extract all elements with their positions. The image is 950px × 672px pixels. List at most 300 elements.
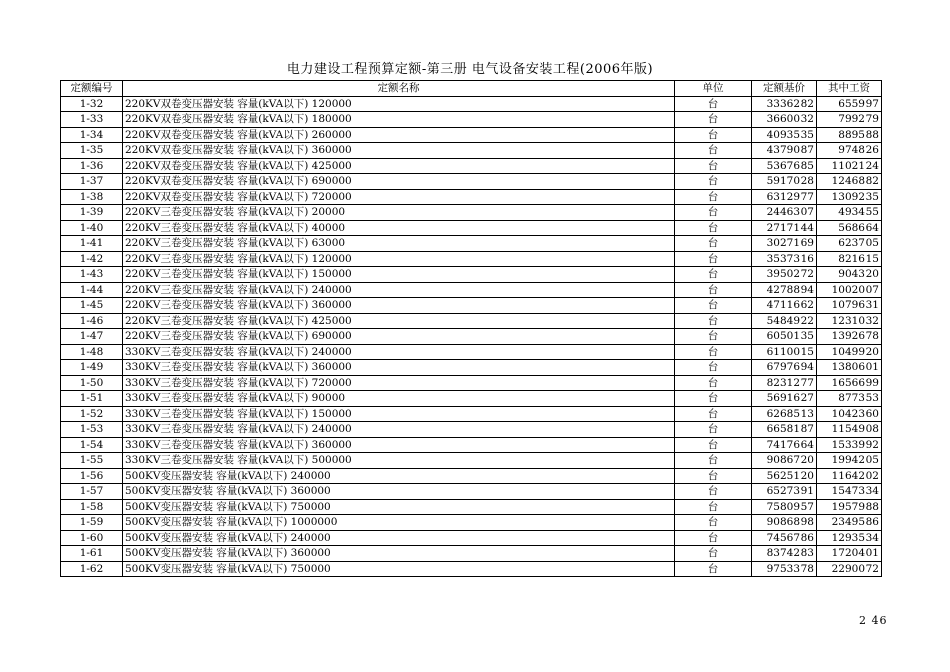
base-price-decimal: 15 (800, 345, 814, 358)
table-row (61, 313, 882, 329)
base-price-integer: 36600 (766, 113, 800, 126)
labor-cost-integer: 8895 (838, 128, 865, 141)
cell-unit: 台 (675, 453, 752, 469)
cell-code: 1-55 (61, 453, 123, 469)
cell-name: 220KV双卷变压器安装 容量(kVA以下) 260000 (123, 127, 675, 143)
base-price-integer: 74567 (766, 531, 800, 544)
table-row (61, 530, 882, 546)
labor-cost-integer: 15339 (831, 438, 865, 451)
cell-base-price (752, 530, 817, 546)
cell-unit: 台 (675, 406, 752, 422)
cell-unit: 台 (675, 251, 752, 267)
base-price-integer: 97533 (766, 562, 800, 575)
cell-name: 220KV三卷变压器安装 容量(kVA以下) 40000 (123, 220, 675, 236)
base-price-decimal: 78 (800, 562, 814, 575)
cell-base-price (752, 189, 817, 205)
table-row (61, 546, 882, 562)
labor-cost-integer: 8773 (838, 392, 865, 405)
base-price-decimal: 94 (800, 283, 814, 296)
cell-code: 1-39 (61, 205, 123, 221)
cell-labor-cost (817, 189, 882, 205)
table-row (61, 267, 882, 283)
base-price-integer: 35373 (766, 252, 800, 265)
labor-cost-decimal: 34 (865, 531, 879, 544)
cell-name: 220KV三卷变压器安装 容量(kVA以下) 690000 (123, 329, 675, 345)
labor-cost-integer: 4934 (838, 206, 865, 219)
base-price-decimal: 87 (800, 144, 814, 157)
labor-cost-decimal: 01 (865, 547, 879, 560)
labor-cost-decimal: 31 (865, 299, 879, 312)
labor-cost-decimal: 05 (865, 237, 879, 250)
base-price-decimal: 32 (800, 113, 814, 126)
cell-code: 1-51 (61, 391, 123, 407)
base-price-integer: 82312 (766, 376, 800, 389)
cell-labor-cost (817, 236, 882, 252)
base-price-decimal: 57 (800, 500, 814, 513)
base-price-decimal: 87 (800, 423, 814, 436)
cell-labor-cost (817, 406, 882, 422)
cell-labor-cost (817, 96, 882, 112)
base-price-decimal: 35 (800, 330, 814, 343)
labor-cost-integer: 13926 (831, 330, 865, 343)
labor-cost-integer: 8216 (838, 252, 865, 265)
cell-unit: 台 (675, 220, 752, 236)
base-price-integer: 63129 (766, 190, 800, 203)
labor-cost-integer: 5686 (838, 221, 865, 234)
labor-cost-decimal: 88 (865, 500, 879, 513)
cell-unit: 台 (675, 344, 752, 360)
cell-unit: 台 (675, 515, 752, 531)
cell-labor-cost (817, 437, 882, 453)
cell-code: 1-35 (61, 143, 123, 159)
labor-cost-decimal: 07 (865, 283, 879, 296)
base-price-decimal: 20 (800, 469, 814, 482)
cell-labor-cost (817, 484, 882, 500)
cell-name: 500KV变压器安装 容量(kVA以下) 750000 (123, 499, 675, 515)
cell-base-price (752, 561, 817, 577)
table-row (61, 375, 882, 391)
labor-cost-integer: 11642 (831, 469, 865, 482)
base-price-integer: 59170 (766, 175, 800, 188)
table-row (61, 282, 882, 298)
base-price-integer: 65273 (766, 485, 800, 498)
labor-cost-integer: 11021 (831, 159, 865, 172)
cell-name: 220KV三卷变压器安装 容量(kVA以下) 425000 (123, 313, 675, 329)
labor-cost-decimal: 72 (865, 562, 879, 575)
labor-cost-decimal: 02 (865, 469, 879, 482)
header-labor-cost: 其中工资 (817, 81, 882, 97)
cell-base-price (752, 422, 817, 438)
labor-cost-decimal: 60 (865, 407, 879, 420)
base-price-integer: 60501 (766, 330, 800, 343)
cell-base-price (752, 313, 817, 329)
cell-name: 220KV双卷变压器安装 容量(kVA以下) 425000 (123, 158, 675, 174)
cell-unit: 台 (675, 484, 752, 500)
labor-cost-decimal: 08 (865, 423, 879, 436)
base-price-decimal: 28 (800, 175, 814, 188)
cell-unit: 台 (675, 205, 752, 221)
table-row (61, 360, 882, 376)
cell-unit: 台 (675, 329, 752, 345)
cell-labor-cost (817, 422, 882, 438)
cell-unit: 台 (675, 313, 752, 329)
cell-name: 330KV三卷变压器安装 容量(kVA以下) 720000 (123, 375, 675, 391)
cell-name: 330KV三卷变压器安装 容量(kVA以下) 500000 (123, 453, 675, 469)
cell-name: 220KV三卷变压器安装 容量(kVA以下) 360000 (123, 298, 675, 314)
cell-code: 1-43 (61, 267, 123, 283)
cell-base-price (752, 158, 817, 174)
cell-unit: 台 (675, 375, 752, 391)
labor-cost-decimal: 64 (865, 221, 879, 234)
cell-unit: 台 (675, 499, 752, 515)
cell-base-price (752, 515, 817, 531)
table-row (61, 205, 882, 221)
cell-labor-cost (817, 375, 882, 391)
base-price-decimal: 16 (800, 252, 814, 265)
base-price-decimal: 13 (800, 407, 814, 420)
cell-unit: 台 (675, 546, 752, 562)
cell-base-price (752, 406, 817, 422)
cell-labor-cost (817, 313, 882, 329)
table-row (61, 236, 882, 252)
cell-labor-cost (817, 530, 882, 546)
base-price-integer: 43790 (766, 144, 800, 157)
labor-cost-integer: 16566 (831, 376, 865, 389)
cell-name: 220KV双卷变压器安装 容量(kVA以下) 360000 (123, 143, 675, 159)
base-price-integer: 27171 (766, 221, 800, 234)
table-row (61, 174, 882, 190)
labor-cost-decimal: 01 (865, 361, 879, 374)
cell-unit: 台 (675, 158, 752, 174)
labor-cost-integer: 10020 (831, 283, 865, 296)
cell-name: 220KV三卷变压器安装 容量(kVA以下) 120000 (123, 251, 675, 267)
cell-base-price (752, 205, 817, 221)
cell-name: 220KV双卷变压器安装 容量(kVA以下) 690000 (123, 174, 675, 190)
labor-cost-integer: 7992 (838, 113, 865, 126)
table-row (61, 189, 882, 205)
base-price-decimal: 62 (800, 299, 814, 312)
cell-base-price (752, 282, 817, 298)
cell-base-price (752, 546, 817, 562)
base-price-integer: 24463 (766, 206, 800, 219)
cell-name: 330KV三卷变压器安装 容量(kVA以下) 150000 (123, 406, 675, 422)
base-price-integer: 30271 (766, 237, 800, 250)
cell-code: 1-38 (61, 189, 123, 205)
cell-name: 500KV变压器安装 容量(kVA以下) 750000 (123, 561, 675, 577)
labor-cost-decimal: 35 (865, 190, 879, 203)
base-price-integer: 42788 (766, 283, 800, 296)
cell-labor-cost (817, 298, 882, 314)
base-price-decimal: 77 (800, 376, 814, 389)
base-price-decimal: 35 (800, 128, 814, 141)
cell-base-price (752, 236, 817, 252)
cell-name: 500KV变压器安装 容量(kVA以下) 240000 (123, 468, 675, 484)
labor-cost-integer: 13092 (831, 190, 865, 203)
table-row (61, 515, 882, 531)
cell-labor-cost (817, 453, 882, 469)
cell-code: 1-37 (61, 174, 123, 190)
base-price-integer: 33362 (766, 97, 800, 110)
cell-labor-cost (817, 112, 882, 128)
table-header-row (61, 81, 882, 97)
cell-unit: 台 (675, 112, 752, 128)
table-body (61, 96, 882, 577)
labor-cost-decimal: 79 (865, 113, 879, 126)
cell-base-price (752, 453, 817, 469)
cell-labor-cost (817, 127, 882, 143)
table-row (61, 329, 882, 345)
cell-base-price (752, 437, 817, 453)
cell-code: 1-36 (61, 158, 123, 174)
base-price-integer: 62685 (766, 407, 800, 420)
labor-cost-decimal: 97 (865, 97, 879, 110)
cell-code: 1-54 (61, 437, 123, 453)
base-price-integer: 54849 (766, 314, 800, 327)
labor-cost-integer: 17204 (831, 547, 865, 560)
labor-cost-integer: 12310 (831, 314, 865, 327)
cell-code: 1-53 (61, 422, 123, 438)
cell-unit: 台 (675, 282, 752, 298)
labor-cost-decimal: 78 (865, 330, 879, 343)
cell-unit: 台 (675, 561, 752, 577)
base-price-decimal: 44 (800, 221, 814, 234)
table-row (61, 127, 882, 143)
cell-base-price (752, 267, 817, 283)
table-row (61, 158, 882, 174)
labor-cost-decimal: 92 (865, 438, 879, 451)
table-row (61, 484, 882, 500)
base-price-decimal: 98 (800, 516, 814, 529)
base-price-decimal: 91 (800, 485, 814, 498)
cell-base-price (752, 143, 817, 159)
labor-cost-integer: 6559 (838, 97, 865, 110)
cell-code: 1-46 (61, 313, 123, 329)
cell-labor-cost (817, 499, 882, 515)
base-price-decimal: 72 (800, 268, 814, 281)
labor-cost-integer: 22900 (831, 562, 865, 575)
cell-unit: 台 (675, 127, 752, 143)
cell-base-price (752, 298, 817, 314)
labor-cost-decimal: 20 (865, 345, 879, 358)
cell-name: 330KV三卷变压器安装 容量(kVA以下) 360000 (123, 360, 675, 376)
cell-base-price (752, 391, 817, 407)
cell-name: 220KV双卷变压器安装 容量(kVA以下) 720000 (123, 189, 675, 205)
table-row (61, 143, 882, 159)
base-price-integer: 61100 (766, 345, 800, 358)
cell-unit: 台 (675, 189, 752, 205)
cell-code: 1-32 (61, 96, 123, 112)
labor-cost-integer: 9043 (838, 268, 865, 281)
labor-cost-decimal: 53 (865, 392, 879, 405)
cell-code: 1-61 (61, 546, 123, 562)
labor-cost-integer: 19942 (831, 454, 865, 467)
cell-base-price (752, 112, 817, 128)
cell-labor-cost (817, 546, 882, 562)
cell-name: 220KV双卷变压器安装 容量(kVA以下) 120000 (123, 96, 675, 112)
cell-code: 1-41 (61, 236, 123, 252)
cell-base-price (752, 220, 817, 236)
table-row (61, 298, 882, 314)
labor-cost-integer: 15473 (831, 485, 865, 498)
base-price-integer: 39502 (766, 268, 800, 281)
table-row (61, 406, 882, 422)
cell-name: 220KV双卷变压器安装 容量(kVA以下) 180000 (123, 112, 675, 128)
cell-code: 1-60 (61, 530, 123, 546)
cell-base-price (752, 251, 817, 267)
labor-cost-integer: 10423 (831, 407, 865, 420)
table-row (61, 220, 882, 236)
cell-labor-cost (817, 329, 882, 345)
cell-code: 1-49 (61, 360, 123, 376)
cell-code: 1-52 (61, 406, 123, 422)
labor-cost-decimal: 32 (865, 314, 879, 327)
table-row (61, 499, 882, 515)
base-price-decimal: 85 (800, 159, 814, 172)
page-number: 2 46 (859, 614, 888, 627)
cell-base-price (752, 375, 817, 391)
labor-cost-integer: 11549 (831, 423, 865, 436)
cell-code: 1-45 (61, 298, 123, 314)
base-price-integer: 40935 (766, 128, 800, 141)
base-price-integer: 56251 (766, 469, 800, 482)
cell-unit: 台 (675, 530, 752, 546)
cell-code: 1-58 (61, 499, 123, 515)
base-price-integer: 56916 (766, 392, 800, 405)
cell-code: 1-40 (61, 220, 123, 236)
base-price-decimal: 64 (800, 438, 814, 451)
table-row (61, 344, 882, 360)
labor-cost-decimal: 20 (865, 268, 879, 281)
labor-cost-decimal: 99 (865, 376, 879, 389)
cell-labor-cost (817, 220, 882, 236)
cell-base-price (752, 329, 817, 345)
labor-cost-decimal: 82 (865, 175, 879, 188)
labor-cost-decimal: 55 (865, 206, 879, 219)
labor-cost-integer: 12935 (831, 531, 865, 544)
cell-code: 1-50 (61, 375, 123, 391)
cell-unit: 台 (675, 437, 752, 453)
table-row (61, 437, 882, 453)
base-price-integer: 47116 (766, 299, 800, 312)
labor-cost-decimal: 05 (865, 454, 879, 467)
cell-code: 1-56 (61, 468, 123, 484)
base-price-integer: 74176 (766, 438, 800, 451)
table-row (61, 96, 882, 112)
base-price-decimal: 20 (800, 454, 814, 467)
table-row (61, 112, 882, 128)
cell-name: 500KV变压器安装 容量(kVA以下) 360000 (123, 484, 675, 500)
cell-labor-cost (817, 174, 882, 190)
cell-code: 1-62 (61, 561, 123, 577)
labor-cost-decimal: 34 (865, 485, 879, 498)
base-price-decimal: 07 (800, 206, 814, 219)
base-price-integer: 66581 (766, 423, 800, 436)
cell-name: 500KV变压器安装 容量(kVA以下) 360000 (123, 546, 675, 562)
cell-labor-cost (817, 158, 882, 174)
cell-labor-cost (817, 561, 882, 577)
cell-labor-cost (817, 344, 882, 360)
base-price-decimal: 27 (800, 392, 814, 405)
labor-cost-decimal: 26 (865, 144, 879, 157)
labor-cost-integer: 9748 (838, 144, 865, 157)
header-base-price: 定额基价 (752, 81, 817, 97)
cell-unit: 台 (675, 174, 752, 190)
cell-name: 330KV三卷变压器安装 容量(kVA以下) 90000 (123, 391, 675, 407)
cell-code: 1-57 (61, 484, 123, 500)
cell-unit: 台 (675, 143, 752, 159)
cell-code: 1-34 (61, 127, 123, 143)
cell-name: 500KV变压器安装 容量(kVA以下) 1000000 (123, 515, 675, 531)
cell-unit: 台 (675, 422, 752, 438)
cell-unit: 台 (675, 236, 752, 252)
header-code: 定额编号 (61, 81, 123, 97)
cell-labor-cost (817, 391, 882, 407)
labor-cost-decimal: 88 (865, 128, 879, 141)
header-name: 定额名称 (123, 81, 675, 97)
base-price-integer: 75809 (766, 500, 800, 513)
cell-labor-cost (817, 468, 882, 484)
base-price-integer: 90868 (766, 516, 800, 529)
cell-name: 330KV三卷变压器安装 容量(kVA以下) 360000 (123, 437, 675, 453)
cell-name: 330KV三卷变压器安装 容量(kVA以下) 240000 (123, 344, 675, 360)
cell-unit: 台 (675, 267, 752, 283)
base-price-integer: 90867 (766, 454, 800, 467)
cell-unit: 台 (675, 298, 752, 314)
labor-cost-integer: 12468 (831, 175, 865, 188)
cell-name: 220KV三卷变压器安装 容量(kVA以下) 63000 (123, 236, 675, 252)
cell-labor-cost (817, 205, 882, 221)
table-row (61, 453, 882, 469)
base-price-decimal: 86 (800, 531, 814, 544)
cell-labor-cost (817, 267, 882, 283)
table-row (61, 561, 882, 577)
cell-code: 1-47 (61, 329, 123, 345)
table-row (61, 422, 882, 438)
labor-cost-integer: 23495 (831, 516, 865, 529)
quota-table (60, 80, 882, 577)
cell-name: 500KV变压器安装 容量(kVA以下) 240000 (123, 530, 675, 546)
cell-unit: 台 (675, 360, 752, 376)
base-price-decimal: 77 (800, 190, 814, 203)
cell-base-price (752, 127, 817, 143)
table-row (61, 391, 882, 407)
cell-base-price (752, 360, 817, 376)
cell-labor-cost (817, 360, 882, 376)
cell-code: 1-59 (61, 515, 123, 531)
base-price-decimal: 82 (800, 97, 814, 110)
table-row (61, 251, 882, 267)
labor-cost-decimal: 24 (865, 159, 879, 172)
base-price-decimal: 69 (800, 237, 814, 250)
base-price-integer: 67976 (766, 361, 800, 374)
labor-cost-integer: 6237 (838, 237, 865, 250)
cell-base-price (752, 499, 817, 515)
labor-cost-integer: 19579 (831, 500, 865, 513)
cell-base-price (752, 468, 817, 484)
base-price-decimal: 94 (800, 361, 814, 374)
cell-name: 220KV三卷变压器安装 容量(kVA以下) 20000 (123, 205, 675, 221)
cell-name: 220KV三卷变压器安装 容量(kVA以下) 240000 (123, 282, 675, 298)
cell-code: 1-44 (61, 282, 123, 298)
labor-cost-integer: 10499 (831, 345, 865, 358)
cell-code: 1-42 (61, 251, 123, 267)
cell-name: 220KV三卷变压器安装 容量(kVA以下) 150000 (123, 267, 675, 283)
cell-labor-cost (817, 143, 882, 159)
cell-base-price (752, 484, 817, 500)
cell-unit: 台 (675, 96, 752, 112)
cell-labor-cost (817, 282, 882, 298)
cell-labor-cost (817, 251, 882, 267)
